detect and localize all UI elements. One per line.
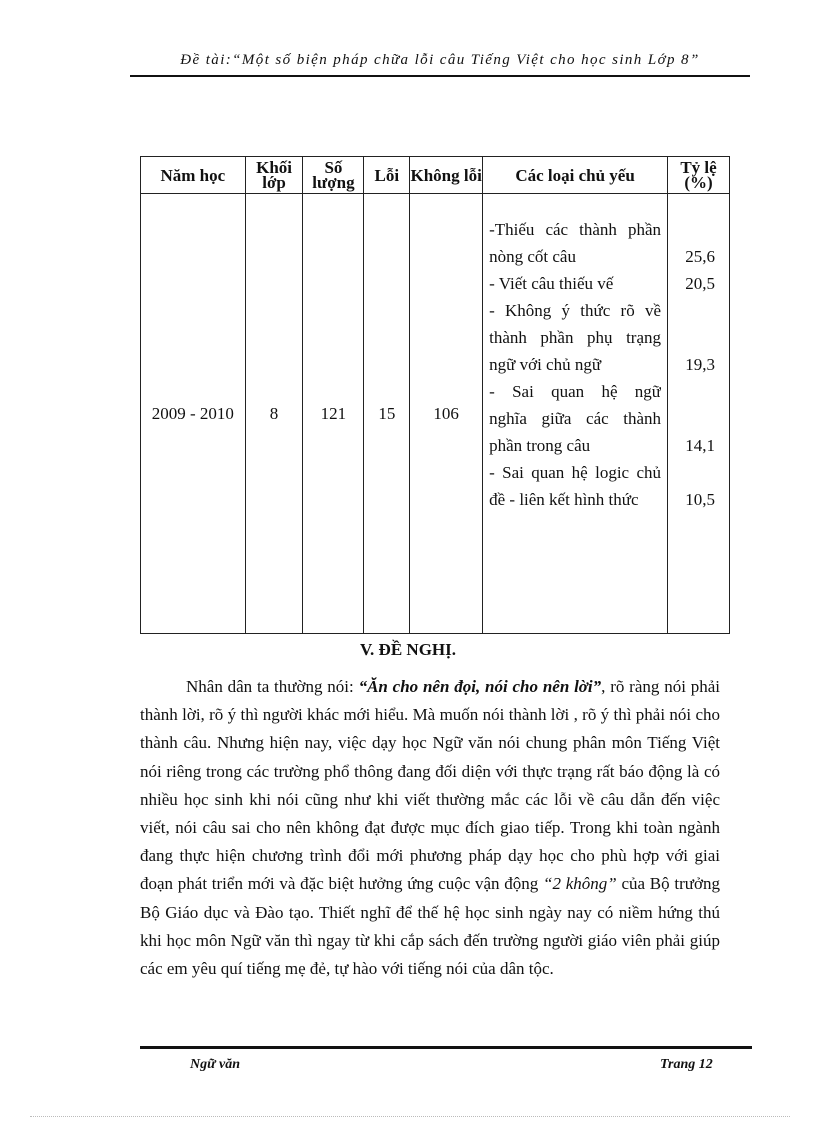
error-type-line: - Viết câu thiếu vế xyxy=(489,274,614,293)
error-type-line: thành phần phụ trạng xyxy=(489,328,662,347)
cell-grade: 8 xyxy=(245,194,303,634)
document-header-title: Đề tài:“Một số biện pháp chữa lỗi câu Tiếng Việt cho học sinh Lớp 8” xyxy=(180,52,700,68)
paragraph-text: của Bộ trưởng Bộ Giáo dục và Đào tạo. Thiết nghĩ để thế hệ học sinh ngày nay có niềm hứng thú khi học môn Ngữ văn thì ngay từ khi cắp sách đến trường người giáo viên phải giúp các em yêu quí tiếng mẹ đẻ, tự hào với tiếng nói của dân tộc. xyxy=(140,874,720,979)
header-no-errors: Không lỗi xyxy=(410,157,483,194)
header-school-year: Năm học xyxy=(141,157,246,194)
footer-subject: Ngữ văn xyxy=(190,1057,240,1072)
header-error-types: Các loại chủ yếu xyxy=(483,157,668,194)
rate-value: 20,5 xyxy=(685,274,715,293)
rate-value xyxy=(672,297,715,324)
rate-value: 25,6 xyxy=(685,247,715,266)
error-type-line: - Sai quan hệ logic chủ xyxy=(489,463,662,482)
error-type-line: đề - liên kết hình thức xyxy=(489,490,639,509)
footer-page-number: Trang 12 xyxy=(660,1057,713,1072)
page-bottom-dotted-line xyxy=(30,1116,790,1117)
error-type-line: nòng cốt câu xyxy=(489,247,576,266)
statistics-table xyxy=(140,156,730,634)
paragraph-text: , rõ ràng nói phải thành lời, rõ ý thì người khác mới hiểu. Mà muốn nói thành lời , rõ ý thì phải nói cho thành câu. Nhưng hiện nay, việc dạy học Ngữ văn nói chung phân môn Tiếng Việt nói riêng trong các trường phổ thông đang đối diện với thực trạng rất báo động là có nhiều học sinh khi nói cũng như khi viết thường mắc các lỗi về câu dẫn đến việc viết, nói câu sai cho nên không đạt được mục đích giao tiếp. Trong khi toàn ngành đang thực hiện chương trình đổi mới phương pháp dạy học cho phù hợp với giai đoạn phát triển mới và đặc biệt hưởng ứng cuộc vận động xyxy=(140,677,720,894)
footer-rule xyxy=(140,1046,752,1049)
cell-year: 2009 - 2010 xyxy=(141,194,246,634)
rate-value: 10,5 xyxy=(685,490,715,509)
table-header-row xyxy=(141,157,730,194)
section-title: V. ĐỀ NGHỊ. xyxy=(359,640,457,659)
header-errors: Lỗi xyxy=(364,157,410,194)
error-type-line: -Thiếu các thành phần xyxy=(489,220,662,239)
cell-count: 121 xyxy=(303,194,364,634)
rate-value: 14,1 xyxy=(685,436,715,455)
table-row xyxy=(141,194,730,634)
header-rate: Tỷ lệ (%) xyxy=(668,157,730,194)
error-type-line: - Sai quan hệ ngữ xyxy=(489,382,662,401)
body-paragraph xyxy=(140,673,720,983)
campaign-slogan: “2 không” xyxy=(543,874,617,894)
rate-value xyxy=(672,216,715,243)
error-type-line: nghĩa giữa các thành xyxy=(489,409,662,428)
error-type-line: - Không ý thức rõ về xyxy=(489,301,662,320)
cell-errors: 15 xyxy=(364,194,410,634)
rate-value xyxy=(672,405,715,432)
header-grade: Khối lớp xyxy=(245,157,303,194)
paragraph-text: Nhân dân ta thường nói: xyxy=(186,677,359,696)
rate-value: 19,3 xyxy=(685,355,715,374)
rate-value xyxy=(672,459,715,486)
error-type-line: phần trong câu xyxy=(489,436,591,455)
rate-value xyxy=(672,378,715,405)
cell-rates xyxy=(668,194,730,634)
cell-error-types xyxy=(483,194,668,634)
proverb-quote: “Ăn cho nên đọi, nói cho nên lời” xyxy=(358,677,602,696)
header-rule xyxy=(130,75,750,77)
cell-no-errors: 106 xyxy=(410,194,483,634)
rate-value xyxy=(672,324,715,351)
header-count: Số lượng xyxy=(303,157,364,194)
error-type-line: ngữ với chủ ngữ xyxy=(489,355,602,374)
